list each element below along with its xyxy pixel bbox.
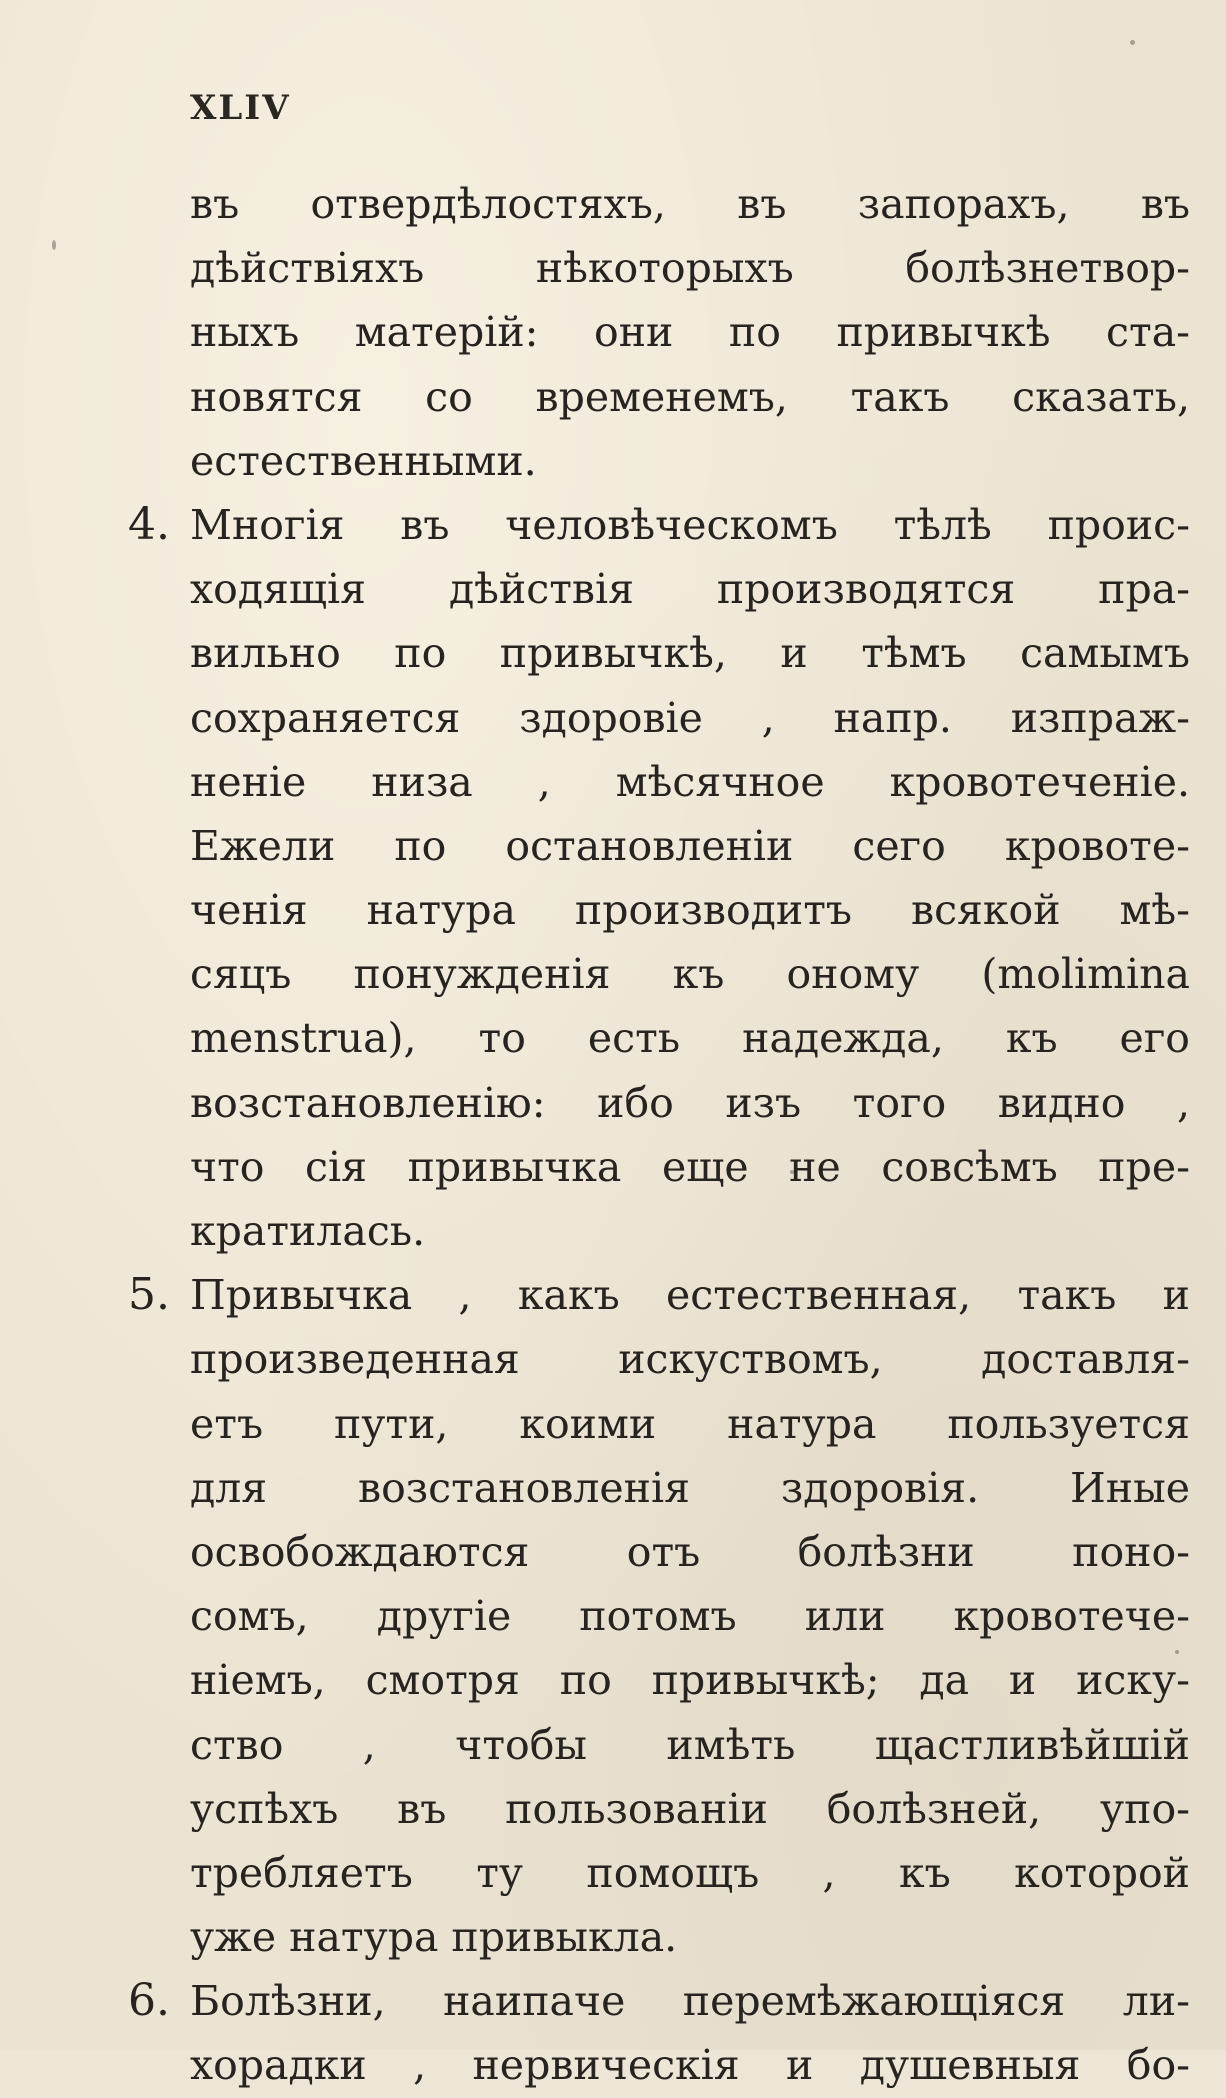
text-line [128,300,1188,364]
line-text: сомъ, другіе потомъ или кровотече- [190,1592,1190,1641]
text-line [128,621,1188,685]
line-text: въ отвердѣлостяхъ, въ запорахъ, въ [190,180,1190,228]
line-text: Ежели по остановленіи сего кровоте- [190,821,1190,870]
text-line [128,365,1188,429]
line-text: успѣхъ въ пользованіи болѣзней, упо- [190,1784,1190,1833]
paragraph-number: 6. [128,1975,170,2027]
paragraph-number: 5. [128,1269,170,1321]
text-line [128,557,1188,621]
text-line [128,1263,1188,1327]
paper-speck [1130,40,1135,45]
text-line [128,1905,1188,1969]
text-line [128,1199,1188,1263]
text-line [128,2033,1188,2097]
line-text: уже натура привыкла. [190,1913,678,1962]
text-line [128,1648,1188,1712]
line-text: ченія натура производитъ всякой мѣ- [190,886,1190,935]
text-line [128,1520,1188,1584]
text-line [128,1135,1188,1199]
line-text: Многія въ человѣческомъ тѣлѣ проис- [190,500,1190,549]
line-text: сяцъ понужденія къ оному (molimina [190,950,1190,999]
line-text: menstrua), то есть надежда, къ его [190,1014,1190,1063]
line-text: требляетъ ту помощъ , къ которой [190,1848,1190,1897]
line-text: для возстановленія здоровія. Иные [190,1463,1190,1512]
line-text: неніе низа , мѣсячное кровотеченіе. [190,757,1190,806]
text-line [128,814,1188,878]
text-line [128,878,1188,942]
text-line [128,686,1188,750]
line-text: что сія привычка еще не совсѣмъ пре- [190,1142,1190,1191]
text-line [128,429,1188,493]
text-line [128,1392,1188,1456]
text-line [128,1456,1188,1520]
text-line [128,1777,1188,1841]
text-line [128,1006,1188,1070]
text-line [128,493,1188,557]
page-text [128,172,1188,2098]
line-text: естественными. [190,436,537,485]
line-text: хорадки , нервическія и душевныя бо- [190,2041,1190,2090]
paper-speck [52,240,56,250]
line-text: вильно по привычкѣ, и тѣмъ самымъ [190,629,1190,678]
line-text: Привычка , какъ естественная, такъ и [190,1271,1190,1320]
line-text: новятся со временемъ, такъ сказать, [190,372,1190,421]
text-line [128,1071,1188,1135]
line-text: освобождаются отъ болѣзни поно- [190,1527,1190,1576]
text-line [128,1841,1188,1905]
line-text: сохраняется здоровіе , напр. изпраж- [190,693,1190,742]
line-text: ніемъ, смотря по привычкѣ; да и иску- [190,1656,1190,1705]
text-line [128,236,1188,300]
line-text: ходящія дѣйствія производятся пра- [190,565,1190,614]
line-text: ство , чтобы имѣть щастливѣйшій [190,1720,1190,1769]
text-line [128,1969,1188,2033]
line-text: произведенная искуствомъ, доставля- [190,1335,1190,1384]
line-text: ныхъ матерій: они по привычкѣ ста- [190,308,1190,357]
text-line [128,1327,1188,1391]
line-text: возстановленію: ибо изъ того видно , [190,1078,1190,1127]
text-line [128,1713,1188,1777]
text-line [128,172,1188,236]
text-line [128,942,1188,1006]
text-line [128,1584,1188,1648]
paragraph-number: 4. [128,498,170,550]
line-text: дѣйствіяхъ нѣкоторыхъ болѣзнетвор- [190,244,1190,293]
line-text: Болѣзни, наипаче перемѣжающіяся ли- [190,1977,1190,2026]
line-text: кратилась. [190,1207,426,1255]
line-text: етъ пути, коими натура пользуется [190,1399,1190,1448]
text-line [128,750,1188,814]
page-number: XLIV [190,88,291,128]
